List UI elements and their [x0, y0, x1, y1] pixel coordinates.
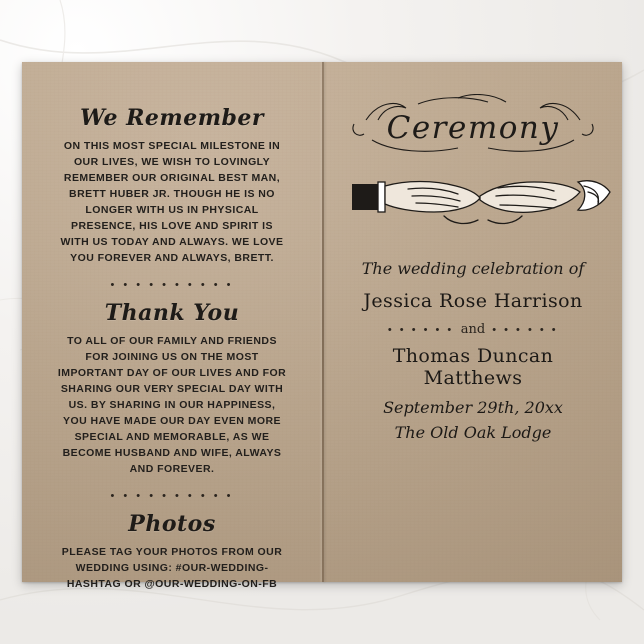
- divider-dots-1: • • • • • • • • • •: [110, 278, 234, 291]
- bride-name: Jessica Rose Harrison: [363, 290, 583, 312]
- section-body-photos: PLEASE TAG YOUR PHOTOS FROM OUR WEDDING USING: #OUR-WEDDING-HASHTAG OR @OUR-WEDDING-ON-FB: [61, 545, 283, 590]
- groom-name: Thomas Duncan Matthews: [392, 345, 554, 389]
- celebration-intro: The wedding celebration of: [361, 259, 585, 278]
- ceremony-title-text: Ceremony: [386, 110, 560, 146]
- ceremony-title-ornament: [348, 94, 598, 162]
- celebration-block: [348, 259, 598, 442]
- and-dots-left: • • • • • •: [387, 323, 454, 336]
- section-title-we-remember: We Remember: [80, 105, 264, 131]
- wedding-venue: The Old Oak Lodge: [394, 423, 552, 442]
- joined-hands-icon: [348, 162, 616, 240]
- left-panel: [22, 62, 322, 590]
- divider-dots-2: • • • • • • • • • •: [110, 489, 234, 502]
- and-dots-right: • • • • • •: [492, 323, 559, 336]
- section-title-photos: Photos: [128, 510, 216, 537]
- section-body-we-remember: ON THIS MOST SPECIAL MILESTONE IN OUR LIVES, WE WISH TO LOVINGLY REMEMBER OUR ORIGINAL BEST MAN, BRETT HUBER JR. THOUGH HE IS NO LONGER WITH US IN PHYSICAL PRESENCE, HIS LOVE AND SPIRIT IS WITH US TODAY AND ALWAYS. WE LOVE YOU FOREVER AND ALWAYS, BRETT.: [60, 140, 284, 264]
- right-panel: [324, 62, 622, 582]
- wedding-date: September 29th, 20xx: [383, 398, 563, 417]
- section-body-thank-you: TO ALL OF OUR FAMILY AND FRIENDS FOR JOINING US ON THE MOST IMPORTANT DAY OF OUR LIVES AND FOR SHARING OUR VERY SPECIAL DAY WITH US. BY SHARING IN OUR HAPPINESS, YOU HAVE MADE OUR DAY EVEN MORE SPECIAL AND MEMORABLE, AS WE BECOME HUSBAND AND WIFE, ALWAYS AND FOREVER.: [57, 335, 287, 475]
- section-title-thank-you: Thank You: [104, 299, 240, 326]
- wedding-program-card: [22, 62, 622, 590]
- and-separator: [348, 322, 598, 337]
- ceremony-header: [348, 94, 598, 245]
- and-label: and: [460, 322, 486, 337]
